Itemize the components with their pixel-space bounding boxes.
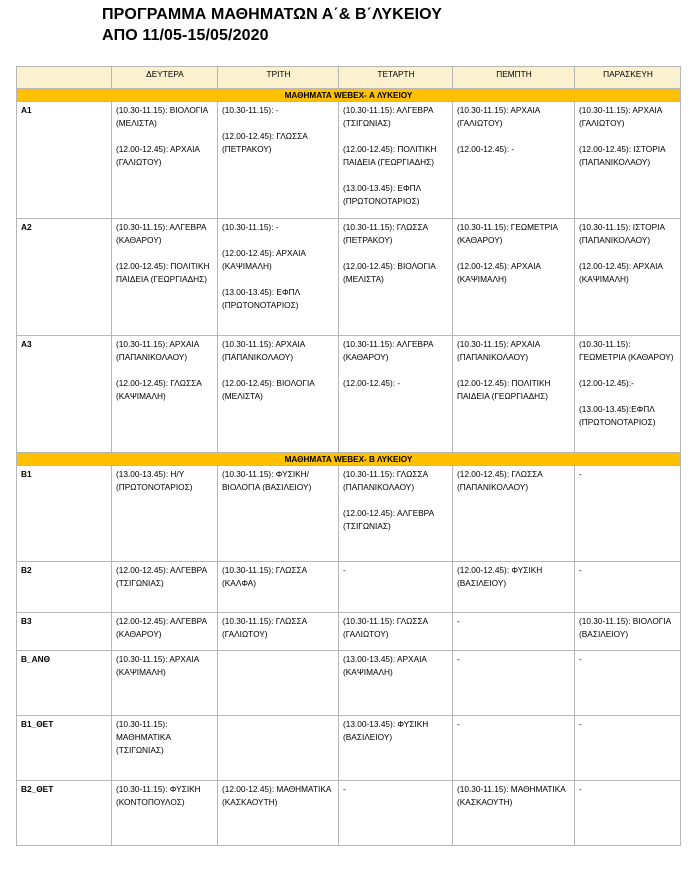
schedule-cell <box>575 219 681 336</box>
lesson-entry: (10.30-11.15): - <box>222 222 279 232</box>
schedule-cell <box>339 651 453 716</box>
schedule-cell <box>339 102 453 219</box>
schedule-cell <box>575 613 681 651</box>
schedule-cell <box>339 716 453 781</box>
lesson-entry: (10.30-11.15): ΑΡΧΑΙΑ (ΠΑΠΑΝΙΚΟΛΑΟΥ) <box>116 339 199 362</box>
schedule-cell <box>112 651 218 716</box>
schedule-cell <box>339 613 453 651</box>
schedule-body <box>17 67 681 846</box>
schedule-cell <box>112 562 218 613</box>
class-label: Β1_ΘΕΤ <box>17 716 112 781</box>
lesson-entry: (10.30-11.15): ΑΛΓΕΒΡΑ (ΚΑΘΑΡΟΥ) <box>116 222 207 245</box>
lesson-entry: (12.00-12.45): ΙΣΤΟΡΙΑ (ΠΑΠΑΝΙΚΟΛΑΟΥ) <box>579 144 666 167</box>
schedule-cell <box>453 219 575 336</box>
header-day: ΠΕΜΠΤΗ <box>453 67 575 89</box>
class-row <box>17 651 681 716</box>
lesson-entry: (13.00-13.45): ΕΦΠΛ (ΠΡΩΤΟΝΟΤΑΡΙΟΣ) <box>343 183 421 206</box>
schedule-cell <box>218 651 339 716</box>
lesson-entry: - <box>579 719 582 729</box>
section-label: ΜΑΘΗΜΑΤΑ WEBEX- Α ΛΥΚΕΙΟΥ <box>17 89 681 102</box>
schedule-cell <box>218 219 339 336</box>
lesson-entry: (10.30-11.15): ΑΡΧΑΙΑ (ΠΑΠΑΝΙΚΟΛΑΟΥ) <box>457 339 540 362</box>
lesson-entry: (10.30-11.15): ΦΥΣΙΚΗ/ΒΙΟΛΟΓΙΑ (ΒΑΣΙΛΕΙΟΥ) <box>222 469 312 492</box>
schedule-cell <box>453 336 575 453</box>
lesson-entry: (12.00-12.45): ΑΡΧΑΙΑ (ΚΑΨΙΜΑΛΗ) <box>222 248 306 271</box>
lesson-entry: (10.30-11.15): ΓΛΩΣΣΑ (ΓΑΛΙΩΤΟΥ) <box>222 616 307 639</box>
schedule-cell <box>112 613 218 651</box>
lesson-entry: (10.30-11.15): ΑΛΓΕΒΡΑ (ΚΑΘΑΡΟΥ) <box>343 339 434 362</box>
schedule-table <box>16 66 681 846</box>
schedule-cell <box>453 562 575 613</box>
class-row <box>17 716 681 781</box>
section-header-row <box>17 453 681 466</box>
lesson-entry: - <box>457 616 460 626</box>
schedule-cell <box>339 781 453 846</box>
schedule-cell <box>218 466 339 562</box>
title-line-1: ΠΡΟΓΡΑΜΜΑ ΜΑΘΗΜΑΤΩΝ Α΄& Β΄ΛΥΚΕΙΟΥ <box>102 6 443 23</box>
header-corner <box>17 67 112 89</box>
schedule-cell <box>575 781 681 846</box>
lesson-entry: (12.00-12.45): ΒΙΟΛΟΓΙΑ (ΜΕΛΙΣΤΑ) <box>222 378 315 401</box>
class-row <box>17 466 681 562</box>
lesson-entry: - <box>579 565 582 575</box>
class-label: Β2_ΘΕΤ <box>17 781 112 846</box>
lesson-entry: (12.00-12.45): ΠΟΛΙΤΙΚΗ ΠΑΙΔΕΙΑ (ΓΕΩΡΓΙΑΔΗΣ) <box>116 261 210 284</box>
lesson-entry: (10.30-11.15): - <box>222 105 279 115</box>
header-day: ΠΑΡΑΣΚΕΥΗ <box>575 67 681 89</box>
schedule-cell <box>339 219 453 336</box>
class-label: Β2 <box>17 562 112 613</box>
schedule-cell <box>575 336 681 453</box>
schedule-cell <box>453 102 575 219</box>
schedule-cell <box>218 716 339 781</box>
schedule-cell <box>453 651 575 716</box>
lesson-entry: (12.00-12.45): ΑΛΓΕΒΡΑ (ΤΣΙΓΩΝΙΑΣ) <box>116 565 207 588</box>
lesson-entry: (10.30-11.15): ΑΡΧΑΙΑ (ΓΑΛΙΩΤΟΥ) <box>579 105 662 128</box>
schedule-cell <box>112 336 218 453</box>
lesson-entry: - <box>457 654 460 664</box>
schedule-cell <box>575 466 681 562</box>
lesson-entry: (12.00-12.45): ΑΛΓΕΒΡΑ (ΚΑΘΑΡΟΥ) <box>116 616 207 639</box>
lesson-entry: (10.30-11.15): ΦΥΣΙΚΗ (ΚΟΝΤΟΠΟΥΛΟΣ) <box>116 784 201 807</box>
lesson-entry: (12.00-12.45): ΓΛΩΣΣΑ (ΠΑΠΑΝΙΚΟΛΑΟΥ) <box>457 469 543 492</box>
lesson-entry: (10.30-11.15): ΓΛΩΣΣΑ (ΠΑΠΑΝΙΚΟΛΑΟΥ) <box>343 469 428 492</box>
lesson-entry: - <box>343 565 346 575</box>
class-row <box>17 336 681 453</box>
lesson-entry: (12.00-12.45): ΠΟΛΙΤΙΚΗ ΠΑΙΔΕΙΑ (ΓΕΩΡΓΙΑΔΗΣ) <box>343 144 437 167</box>
schedule-cell <box>575 651 681 716</box>
schedule-cell <box>339 562 453 613</box>
header-day: ΤΡΙΤΗ <box>218 67 339 89</box>
lesson-entry: (13.00-13.45):ΕΦΠΛ (ΠΡΩΤΟΝΟΤΑΡΙΟΣ) <box>579 404 656 427</box>
class-row <box>17 781 681 846</box>
class-row <box>17 562 681 613</box>
schedule-cell <box>218 102 339 219</box>
schedule-cell <box>112 102 218 219</box>
lesson-entry: (12.00-12.45): ΦΥΣΙΚΗ (ΒΑΣΙΛΕΙΟΥ) <box>457 565 543 588</box>
lesson-entry: (10.30-11.15): ΜΑΘΗΜΑΤΙΚΑ (ΚΑΣΚΑΟΥΤΗ) <box>457 784 566 807</box>
lesson-entry: (12.00-12.45): ΑΡΧΑΙΑ (ΓΑΛΙΩΤΟΥ) <box>116 144 200 167</box>
class-row <box>17 219 681 336</box>
lesson-entry: (10.30-11.15): ΜΑΘΗΜΑΤΙΚΑ (ΤΣΙΓΩΝΙΑΣ) <box>116 719 171 755</box>
title-line-2: ΑΠΟ 11/05-15/05/2020 <box>102 27 269 44</box>
header-row <box>17 67 681 89</box>
lesson-entry: (10.30-11.15): ΑΡΧΑΙΑ (ΓΑΛΙΩΤΟΥ) <box>457 105 540 128</box>
lesson-entry: (10.30-11.15): ΓΛΩΣΣΑ (ΚΑΛΦΑ) <box>222 565 307 588</box>
schedule-cell <box>218 336 339 453</box>
schedule-cell <box>218 562 339 613</box>
schedule-cell <box>112 781 218 846</box>
lesson-entry: (12.00-12.45): ΜΑΘΗΜΑΤΙΚΑ (ΚΑΣΚΑΟΥΤΗ) <box>222 784 331 807</box>
lesson-entry: (13.00-13.45): ΕΦΠΛ (ΠΡΩΤΟΝΟΤΑΡΙΟΣ) <box>222 287 300 310</box>
document-title <box>102 4 442 46</box>
section-header-row <box>17 89 681 102</box>
lesson-entry: (13.00-13.45): ΑΡΧΑΙΑ (ΚΑΨΙΜΑΛΗ) <box>343 654 427 677</box>
schedule-cell <box>575 102 681 219</box>
lesson-entry: (12.00-12.45): - <box>343 378 401 388</box>
lesson-entry: (10.30-11.15): ΓΛΩΣΣΑ (ΠΕΤΡΑΚΟΥ) <box>343 222 428 245</box>
schedule-cell <box>218 781 339 846</box>
class-label: Β_ΑΝΘ <box>17 651 112 716</box>
lesson-entry: (12.00-12.45): ΑΡΧΑΙΑ (ΚΑΨΙΜΑΛΗ) <box>457 261 541 284</box>
class-label: Β3 <box>17 613 112 651</box>
schedule-cell <box>112 219 218 336</box>
lesson-entry: (12.00-12.45): ΑΛΓΕΒΡΑ (ΤΣΙΓΩΝΙΑΣ) <box>343 508 434 531</box>
lesson-entry: - <box>579 784 582 794</box>
lesson-entry: (10.30-11.15): ΓΕΩΜΕΤΡΙΑ (ΚΑΘΑΡΟΥ) <box>579 339 674 362</box>
lesson-entry: (12.00-12.45): ΠΟΛΙΤΙΚΗ ΠΑΙΔΕΙΑ (ΓΕΩΡΓΙΑΔΗΣ) <box>457 378 551 401</box>
lesson-entry: (12.00-12.45):- <box>579 378 634 388</box>
schedule-cell <box>453 466 575 562</box>
lesson-entry: - <box>579 469 582 479</box>
schedule-cell <box>453 781 575 846</box>
lesson-entry: - <box>343 784 346 794</box>
schedule-cell <box>112 716 218 781</box>
lesson-entry: (12.00-12.45): ΑΡΧΑΙΑ (ΚΑΨΙΜΑΛΗ) <box>579 261 663 284</box>
lesson-entry: (12.00-12.45): - <box>457 144 515 154</box>
lesson-entry: (10.30-11.15): ΑΡΧΑΙΑ (ΚΑΨΙΜΑΛΗ) <box>116 654 199 677</box>
schedule-cell <box>453 613 575 651</box>
class-label: Α3 <box>17 336 112 453</box>
schedule-cell <box>575 716 681 781</box>
lesson-entry: (12.00-12.45): ΒΙΟΛΟΓΙΑ (ΜΕΛΙΣΤΑ) <box>343 261 436 284</box>
lesson-entry: (10.30-11.15): ΑΛΓΕΒΡΑ (ΤΣΙΓΩΝΙΑΣ) <box>343 105 434 128</box>
schedule-cell <box>575 562 681 613</box>
schedule-cell <box>218 613 339 651</box>
lesson-entry: (12.00-12.45): ΓΛΩΣΣΑ (ΠΕΤΡΑΚΟΥ) <box>222 131 308 154</box>
header-day: ΤΕΤΑΡΤΗ <box>339 67 453 89</box>
lesson-entry: (10.30-11.15): ΒΙΟΛΟΓΙΑ (ΜΕΛΙΣΤΑ) <box>116 105 208 128</box>
lesson-entry: (10.30-11.15): ΓΛΩΣΣΑ (ΓΑΛΙΩΤΟΥ) <box>343 616 428 639</box>
class-row <box>17 102 681 219</box>
lesson-entry: (10.30-11.15): ΒΙΟΛΟΓΙΑ (ΒΑΣΙΛΕΙΟΥ) <box>579 616 671 639</box>
header-day: ΔΕΥΤΕΡΑ <box>112 67 218 89</box>
section-label: ΜΑΘΗΜΑΤΑ WEBEX- Β ΛΥΚΕΙΟΥ <box>17 453 681 466</box>
lesson-entry: (13.00-13.45): Η/Υ (ΠΡΩΤΟΝΟΤΑΡΙΟΣ) <box>116 469 193 492</box>
schedule-cell <box>112 466 218 562</box>
lesson-entry: - <box>579 654 582 664</box>
class-label: Α1 <box>17 102 112 219</box>
lesson-entry: (10.30-11.15): ΑΡΧΑΙΑ (ΠΑΠΑΝΙΚΟΛΑΟΥ) <box>222 339 305 362</box>
lesson-entry: (10.30-11.15): ΓΕΩΜΕΤΡΙΑ (ΚΑΘΑΡΟΥ) <box>457 222 558 245</box>
schedule-cell <box>339 336 453 453</box>
lesson-entry: (12.00-12.45): ΓΛΩΣΣΑ (ΚΑΨΙΜΑΛΗ) <box>116 378 202 401</box>
schedule-cell <box>339 466 453 562</box>
class-row <box>17 613 681 651</box>
lesson-entry: - <box>457 719 460 729</box>
lesson-entry: (10.30-11.15): ΙΣΤΟΡΙΑ (ΠΑΠΑΝΙΚΟΛΑΟΥ) <box>579 222 665 245</box>
schedule-cell <box>453 716 575 781</box>
lesson-entry: (13.00-13.45): ΦΥΣΙΚΗ (ΒΑΣΙΛΕΙΟΥ) <box>343 719 429 742</box>
class-label: Α2 <box>17 219 112 336</box>
class-label: Β1 <box>17 466 112 562</box>
